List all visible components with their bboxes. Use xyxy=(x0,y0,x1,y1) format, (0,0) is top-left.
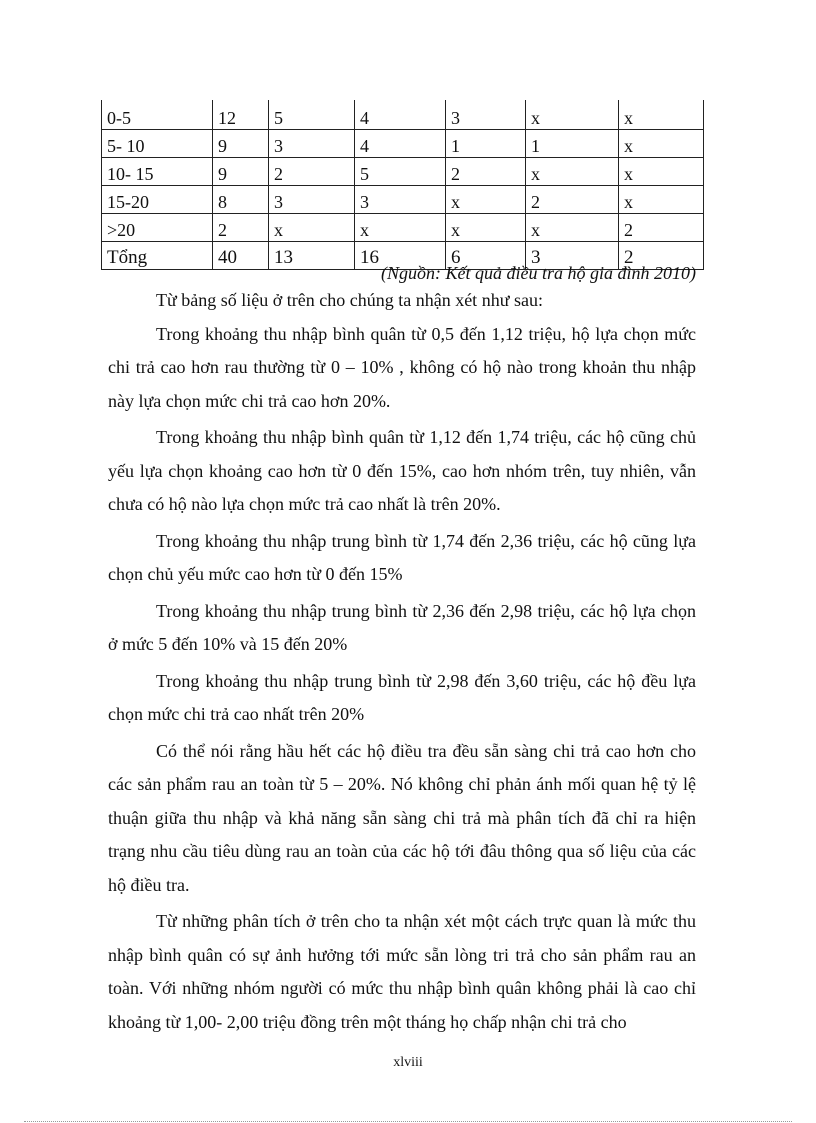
table-cell: 2 xyxy=(526,186,619,214)
page-number: xlviii xyxy=(393,1055,423,1070)
table-cell: 40 xyxy=(213,242,269,270)
income-payment-table xyxy=(101,100,704,270)
table-cell: 9 xyxy=(213,158,269,186)
paragraph-income-group-1: Trong khoảng thu nhập bình quân từ 0,5 đến 1,12 triệu, hộ lựa chọn mức chi trả cao hơn rau thường từ 0 – 10% , không có hộ nào trong khoản thu nhập này lựa chọn mức chi trả cao hơn 20%. xyxy=(108,323,696,411)
table-cell: x xyxy=(526,158,619,186)
table-cell: 4 xyxy=(355,130,446,158)
table-cell: x xyxy=(619,158,704,186)
table-cell: 2 xyxy=(213,214,269,242)
table-cell: 12 xyxy=(213,100,269,130)
table-row-label: 15-20 xyxy=(102,186,213,214)
table-cell: 3 xyxy=(355,186,446,214)
table-cell: 16 xyxy=(355,242,446,270)
table-cell: 2 xyxy=(446,158,526,186)
table-row xyxy=(102,130,704,158)
table-row xyxy=(102,186,704,214)
table-cell: 2 xyxy=(619,242,704,270)
table-cell: 3 xyxy=(446,100,526,130)
table-cell: 2 xyxy=(619,214,704,242)
table-cell: 13 xyxy=(269,242,355,270)
paragraph-income-group-3: Trong khoảng thu nhập trung bình từ 1,74 đến 2,36 triệu, các hộ cũng lựa chọn chủ yếu mức cao hơn từ 0 đến 15% xyxy=(108,530,696,584)
paragraph-income-group-2: Trong khoảng thu nhập bình quân từ 1,12 đến 1,74 triệu, các hộ cũng chủ yếu lựa chọn khoảng cao hơn từ 0 đến 15%, cao hơn nhóm trên, tuy nhiên, vẫn chưa có hộ nào lựa chọn mức trả cao nhất là trên 20%. xyxy=(108,427,696,514)
paragraph-conclusion: Từ những phân tích ở trên cho ta nhận xét một cách trực quan là mức thu nhập bình quân có sự ảnh hưởng tới mức sẵn lòng tri trả cho sản phẩm rau an toàn. Với những nhóm người có mức thu nhập bình quân không phải là cao chỉ khoảng từ 1,00- 2,00 triệu đồng trên một tháng họ chấp nhận chi trả cho xyxy=(108,911,696,1032)
source-note: (Nguồn: Kết quả điều tra hộ gia đình 2010) xyxy=(381,263,696,283)
paragraph-income-group-4: Trong khoảng thu nhập trung bình từ 2,36 đến 2,98 triệu, các hộ lựa chọn ở mức 5 đến 10% và 15 đến 20% xyxy=(108,600,696,654)
table-cell: x xyxy=(526,214,619,242)
page-bottom-divider xyxy=(24,1121,792,1122)
table-row xyxy=(102,214,704,242)
table-cell: x xyxy=(269,214,355,242)
table-cell: 3 xyxy=(526,242,619,270)
table-cell: 5 xyxy=(355,158,446,186)
table-cell: x xyxy=(619,186,704,214)
table-cell: 8 xyxy=(213,186,269,214)
table-cell: x xyxy=(526,100,619,130)
paragraph-intro: Từ bảng số liệu ở trên cho chúng ta nhận xét như sau: xyxy=(156,290,543,310)
table-cell: 4 xyxy=(355,100,446,130)
table-cell: 1 xyxy=(526,130,619,158)
table-cell: 5 xyxy=(269,100,355,130)
table-cell: x xyxy=(619,130,704,158)
table-row-label: 5- 10 xyxy=(102,130,213,158)
table-cell: x xyxy=(446,214,526,242)
table-row-label: 0-5 xyxy=(102,100,213,130)
table-row-label: 10- 15 xyxy=(102,158,213,186)
table-cell: 2 xyxy=(269,158,355,186)
table-cell: 3 xyxy=(269,130,355,158)
table-row xyxy=(102,100,704,130)
table-row xyxy=(102,158,704,186)
table-row-label: >20 xyxy=(102,214,213,242)
table-row-label: Tổng xyxy=(102,242,213,270)
table-cell: x xyxy=(446,186,526,214)
table-body xyxy=(102,100,704,270)
table-cell: 6 xyxy=(446,242,526,270)
body-text xyxy=(108,284,696,1039)
table-cell: 1 xyxy=(446,130,526,158)
table-cell: x xyxy=(355,214,446,242)
table-cell: x xyxy=(619,100,704,130)
table-cell: 9 xyxy=(213,130,269,158)
paragraph-income-group-5: Trong khoảng thu nhập trung bình từ 2,98 đến 3,60 triệu, các hộ đều lựa chọn mức chi trả cao nhất trên 20% xyxy=(108,670,696,724)
table-cell: 3 xyxy=(269,186,355,214)
paragraph-summary: Có thể nói rằng hầu hết các hộ điều tra đều sẵn sàng chi trả cao hơn cho các sản phẩm rau an toàn từ 5 – 20%. Nó không chỉ phản ánh mối quan hệ tỷ lệ thuận giữa thu nhập và khả năng sẵn sàng chi trả mà phân tích đã chỉ ra hiện trạng nhu cầu tiêu dùng rau an toàn của các hộ tới đâu thông qua số liệu của các hộ điều tra. xyxy=(108,740,696,895)
